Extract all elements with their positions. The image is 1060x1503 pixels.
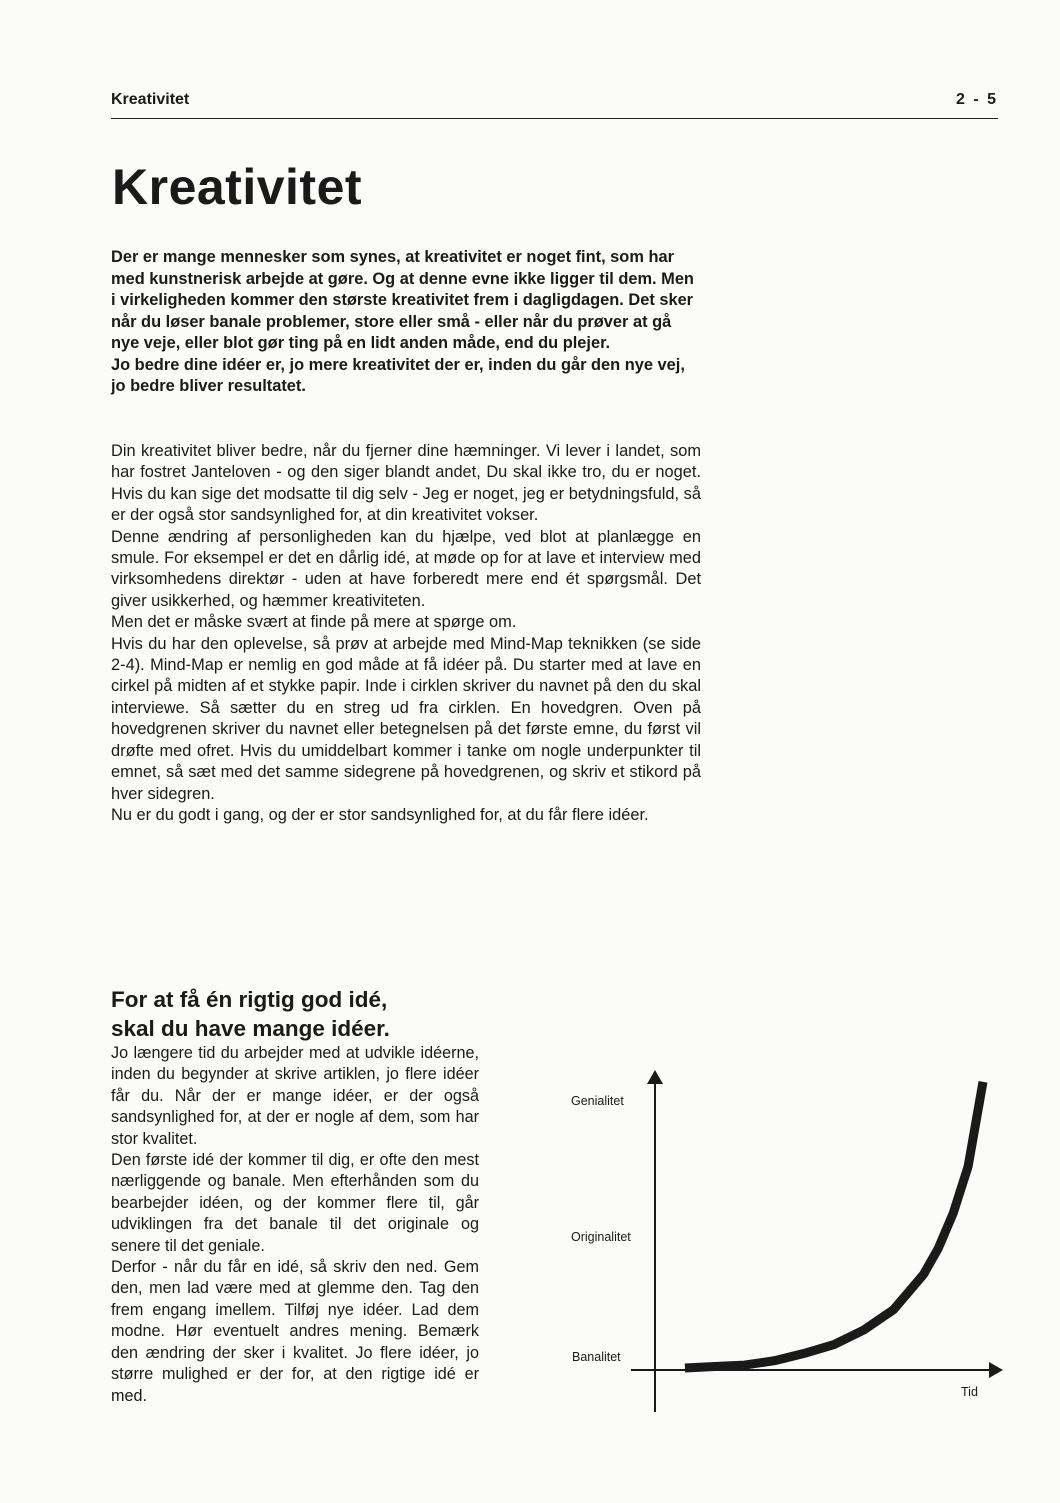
quality-growth-chart [555,1062,1015,1422]
running-header [111,88,998,119]
subheading-line-1: For at få én rigtig god idé, [111,987,388,1012]
intro-text-1: Der er mange mennesker som synes, at kreativitet er noget fint, som har med kunstnerisk arbejde at gøre. Og at denne evne ikke ligger til dem. Men i virkeligheden kommer den største kreativitet frem i dagligdagen. Det sker når du løser banale problemer, store eller små - eller når du prøver at gå nye veje, eller blot gør ting på en lidt anden måde, end du plejer. [111,248,694,352]
column-paragraph: Den første idé der kommer til dig, er ofte den mest nærliggende og banale. Men efterhånden som du bearbejder idéen, og der kommer flere til, går udviklingen fra det banale til det originale og senere til det geniale. [111,1151,479,1255]
quality-curve [685,1082,983,1368]
column-text [111,1043,479,1407]
column-paragraph: Derfor - når du får en idé, så skriv den ned. Gem den, men lad være med at glemme den. Tag den frem engang imellem. Tilføj nye idéer. Lad dem modne. Hør eventuelt andres mening. Bemærk den ændring der sker i kvalitet. Jo flere idéer, jo større mulighed er der for, at den rigtige idé er med. [111,1258,479,1405]
page-number: 2 - 5 [955,91,998,108]
section-subheading [111,985,511,1043]
body-paragraph: Din kreativitet bliver bedre, når du fjerner dine hæmninger. Vi lever i landet, som har fostret Janteloven - og den siger blandt andet, Du skal ikke tro, du er noget. Hvis du kan sige det modsatte til dig selv - Jeg er noget, jeg er betydningsfuld, så er der også stor sandsynlighed for, at din kreativitet vokser. [111,442,701,525]
body-paragraph: Denne ændring af personligheden kan du hjælpe, ved blot at planlægge en smule. For eksempel er det en dårlig idé, at møde op for at lave et interview med virksomhedens direktør - uden at have forberedt mere end ét spørgsmål. Det giver usikkerhed, og hæmmer kreativiteten. [111,527,701,610]
section-name: Kreativitet [111,91,190,108]
y-tick-label-genialitet: Genialitet [571,1094,624,1108]
intro-paragraph [111,247,701,398]
page-title: Kreativitet [112,159,363,215]
body-paragraph: Hvis du har den oplevelse, så prøv at arbejde med Mind-Map teknikken (se side 2-4). Mind-Map er nemlig en god måde at få idéer på. Du starter med at lave en cirkel på midten af et stykke papir. Inde i cirklen skriver du navnet på den du skal interviewe. Så sætter du en streg ud fra cirklen. En hovedgren. Oven på hovedgrenen skriver du navnet eller betegnelsen på det første emne, du først vil drøfte med ofret. Hvis du umiddelbart kommer i tanke om nogle underpunkter til emnet, så sæt med det samme sidegrene på hovedgrenen, og skriv et stikord på hver sidegren. [111,634,701,803]
body-paragraph: Men det er måske svært at finde på mere at spørge om. [111,613,517,632]
y-axis-arrowhead [647,1070,663,1084]
y-tick-label-banalitet: Banalitet [572,1350,621,1364]
column-paragraph: Jo længere tid du arbejder med at udvikle idéerne, inden du begynder at skrive artiklen, jo flere idéer får du. Når der er mange idéer, er der også sandsynlighed for, at der er nogle af dem, som har stor kvalitet. [111,1044,479,1148]
x-axis-arrowhead [989,1362,1003,1378]
body-paragraph: Nu er du godt i gang, og der er stor sandsynlighed for, at du får flere idéer. [111,805,649,824]
subheading-line-2: skal du have mange idéer. [111,1016,390,1041]
intro-text-2: Jo bedre dine idéer er, jo mere kreativitet der er, inden du går den nye vej, jo bedre bliver resultatet. [111,355,685,395]
y-tick-label-originalitet: Originalitet [571,1230,631,1244]
body-text [111,441,701,826]
x-axis-label: Tid [961,1385,978,1399]
